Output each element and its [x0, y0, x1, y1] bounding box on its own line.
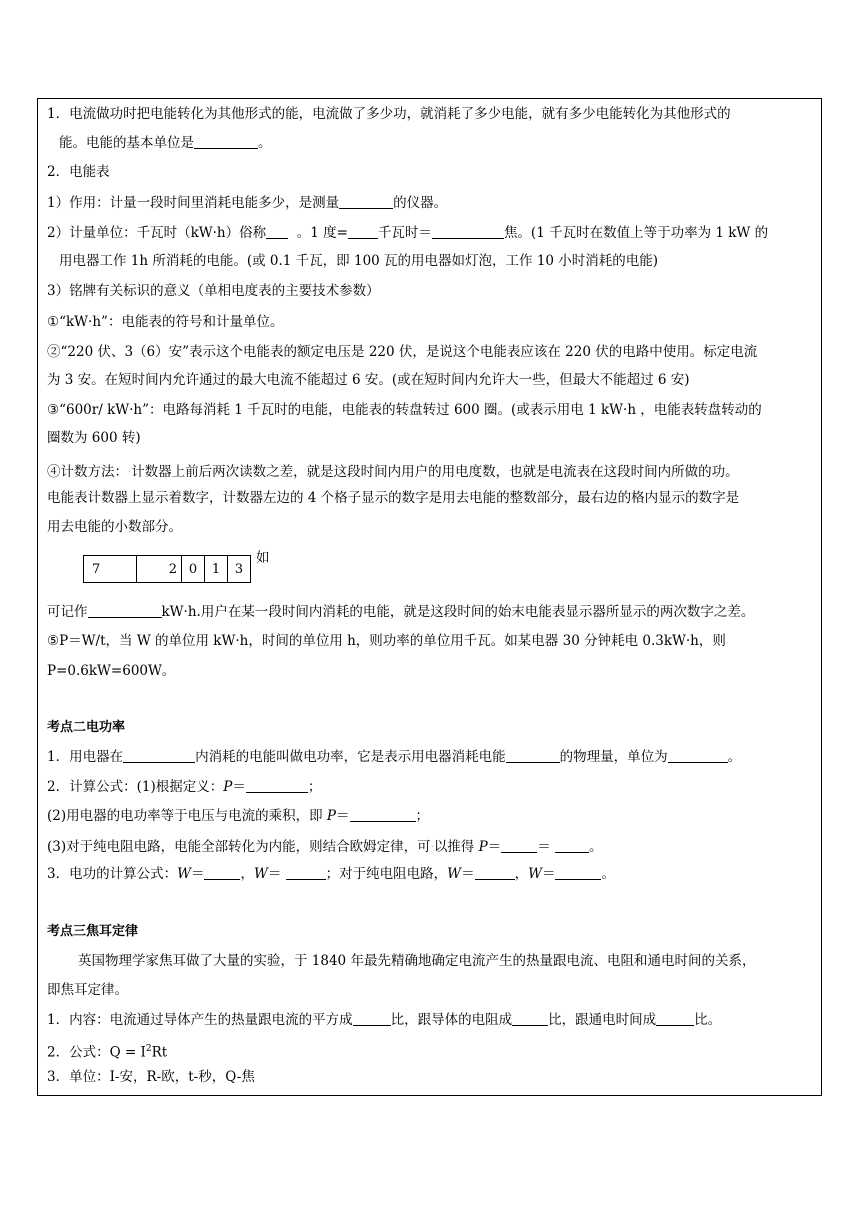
meter-digit: 7 — [84, 556, 137, 583]
meter-digit: 0 — [182, 556, 205, 583]
text-line: 可记作 kW·h.用户在某一段时间内消耗的电能，就是这段时间的始末电能表显示器所显示的两次数字之差。 — [47, 604, 755, 620]
blank — [656, 1011, 694, 1026]
meter-digit: 2 — [137, 556, 182, 583]
meter-digit: 3 — [228, 556, 251, 583]
blank — [555, 838, 589, 853]
text-line: 1．用电器在 内消耗的电能叫做电功率，它是表示用电器消耗电能 的物理量，单位为 。 — [47, 749, 742, 765]
blank — [475, 865, 515, 880]
text-line: 电能表计数器上显示着数字，计数器左边的 4 个格子显示的数字是用去电能的整数部分，最右边的格内显示的数字是 — [47, 490, 740, 506]
text-line: 英国物理学家焦耳做了大量的实验，于 1840 年最先精确地确定电流产生的热量跟电流、电阻和通电时间的关系， — [78, 953, 756, 969]
text-line: 能。电能的基本单位是 。 — [59, 135, 272, 151]
text-line: 用电器工作 1h 所消耗的电能。(或 0.1 千瓦，即 100 瓦的用电器如灯泡，工作 10 小时消耗的电能) — [59, 253, 659, 269]
text-line: (2)用电器的电功率等于电压与电流的乘积，即 P＝ ； — [47, 808, 430, 824]
text-line: 3．单位：I-安，R-欧，t-秒，Q-焦 — [47, 1069, 255, 1085]
text-line: 为 3 安。在短时间内允许通过的最大电流不能超过 6 安。(或在短时间内允许大一些，但最大不能超过 6 安) — [47, 372, 690, 388]
content-box — [37, 98, 822, 1096]
text-line: ⑤P＝W/t，当 W 的单位用 kW·h，时间的单位用 h，则功率的单位用千瓦。如某电器 30 分钟耗电 0.3kW·h，则 — [47, 633, 726, 649]
text-line: 圈数为 600 转) — [47, 430, 141, 446]
text-line: 2．计算公式：(1)根据定义：P＝ ； — [47, 779, 322, 795]
blank — [353, 1011, 391, 1026]
meter-counter — [83, 555, 251, 583]
text-line: P=0.6kW=600W。 — [47, 663, 176, 679]
text-line: 2．电能表 — [47, 164, 110, 180]
text-line: 1．内容：电流通过导体产生的热量跟电流的平方成 比，跟导体的电阻成 比，跟通电时间成 比。 — [47, 1012, 722, 1028]
text-line: 2．公式：$Q = I^2Rt$ — [47, 1044, 168, 1061]
meter-digit: 1 — [205, 556, 228, 583]
blank — [506, 748, 560, 763]
text-line: 1）作用：计量一段时间里消耗电能多少，是测量 的仪器。 — [47, 195, 448, 211]
text-line: 3）铭牌有关标识的意义（单相电度表的主要技术参数） — [47, 283, 380, 299]
text-line: ③“600r/ kW·h”：电路每消耗 1 千瓦时的电能，电能表的转盘转过 600 圈。(或表示用电 1 kW·h ，电能表转盘转动的 — [47, 402, 762, 418]
blank — [246, 778, 308, 793]
blank — [194, 134, 258, 149]
text-line: 即焦耳定律。 — [47, 982, 128, 998]
blank — [512, 1011, 548, 1026]
text-line: (3)对于纯电阻电路，电能全部转化为内能，则结合欧姆定律，可.以推得 P＝ ＝ 。 — [47, 839, 603, 855]
blank — [88, 603, 162, 618]
text-line: 3．电功的计算公式：W＝ ，W＝ ；对于纯电阻电路，W＝ ，W＝ 。 — [47, 866, 615, 882]
blank — [350, 807, 416, 822]
blank — [123, 748, 195, 763]
blank — [204, 865, 240, 880]
meter-suffix: 如 — [256, 550, 270, 566]
text-line: 用去电能的小数部分。 — [47, 519, 182, 535]
section-heading: 考点三焦耳定律 — [47, 924, 139, 939]
section-heading: 考点二电功率 — [47, 720, 126, 735]
blank — [432, 224, 504, 239]
blank — [555, 865, 601, 880]
text-line: 1．电流做功时把电能转化为其他形式的能，电流做了多少功，就消耗了多少电能，就有多少电能转化为其他形式的 — [47, 106, 731, 122]
blank — [286, 865, 326, 880]
blank — [339, 194, 393, 209]
text-line: ④计数方法：.计数器上前后两次读数之差，就是这段时间内用户的用电度数，也就是电流表在这段时间内所做的功。 — [47, 464, 739, 480]
blank — [668, 748, 728, 763]
blank — [266, 224, 288, 239]
blank — [348, 224, 378, 239]
blank — [501, 838, 537, 853]
text-line: 2）计量单位：千瓦时（kW·h）俗称 。1 度= 千瓦时＝ 焦。(1 千瓦时在数值上等于功率为 1 kW 的 — [47, 225, 769, 241]
text-line: ①“kW·h”：电能表的符号和计量单位。 — [47, 314, 284, 330]
text-line: ②“220 伏、3（6）安”表示这个电能表的额定电压是 220 伏，是说这个电能表应该在 220 伏的电路中使用。标定电流 — [47, 344, 758, 360]
